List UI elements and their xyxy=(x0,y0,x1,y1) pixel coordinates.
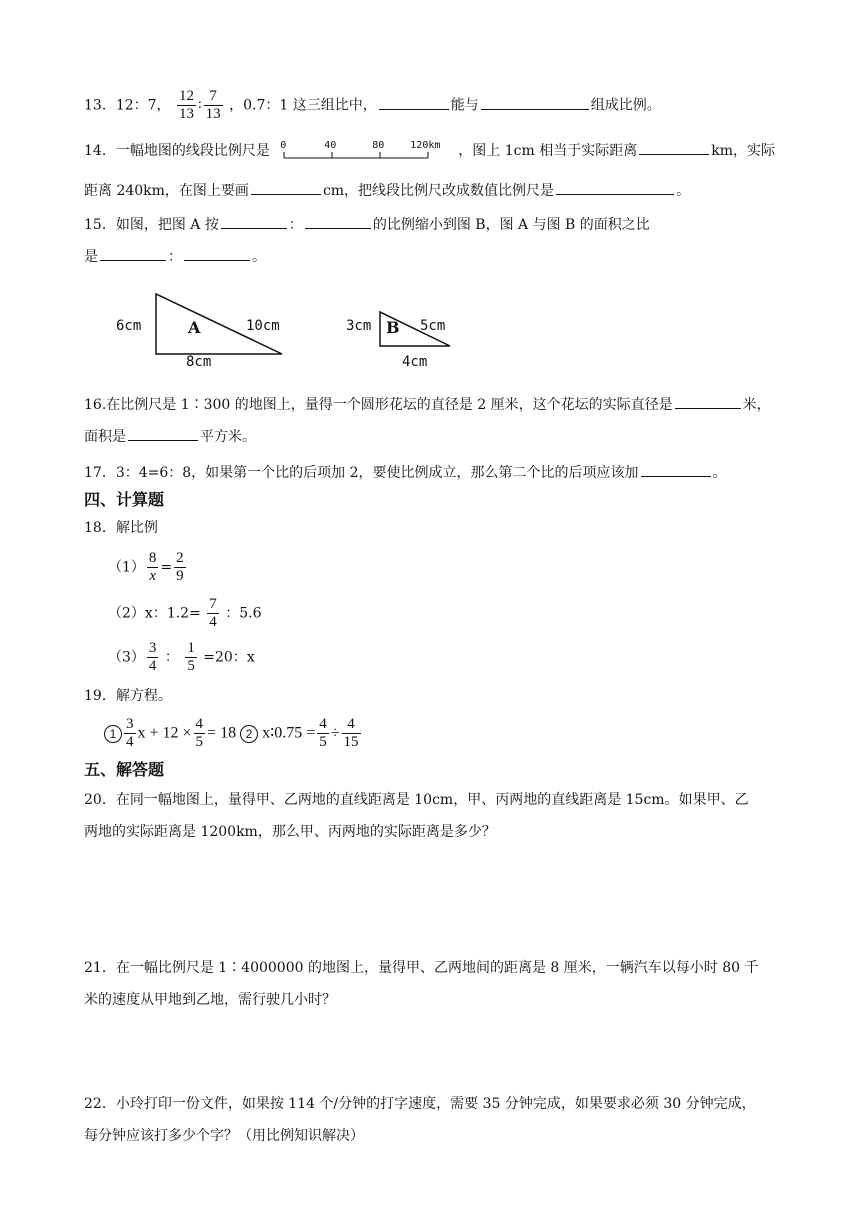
q18-p3-fraction-1-5: $\frac{1}{5}$ xyxy=(187,640,195,674)
q15-line2-b: ： xyxy=(168,249,182,265)
line-scale-bar xyxy=(280,140,452,162)
q15-blank-3[interactable] xyxy=(100,246,166,261)
q16-number: 16. xyxy=(84,397,107,413)
q15-number: 15． xyxy=(84,217,116,233)
triangle-a-label: A xyxy=(188,318,201,337)
question-15-line1 xyxy=(84,214,650,235)
q19-eq1-number: 1 xyxy=(104,725,122,743)
scale-label-80: 80 xyxy=(372,140,385,151)
q18-p1-label: （1） xyxy=(108,559,145,576)
q18-number: 18． xyxy=(84,520,116,536)
q19-eq2-divide: ÷ xyxy=(330,724,340,742)
q15-text-c: 的比例缩小到图 B，图 A 与图 B 的面积之比 xyxy=(372,217,650,233)
triangle-a-hyp: 10cm xyxy=(246,318,280,334)
q18-part-3 xyxy=(108,640,255,675)
section-5-heading: 五、解答题 xyxy=(84,760,165,779)
q14-text-a: 一幅地图的线段比例尺是 xyxy=(115,143,270,159)
question-17 xyxy=(84,462,727,483)
q19-eq2-fraction-4-15: $\frac{4}{15}$ xyxy=(343,716,359,750)
question-16-line2 xyxy=(84,426,256,447)
triangle-a-bottom: 8cm xyxy=(186,354,212,370)
q19-eq2-text-a: x∶0.75 = xyxy=(262,724,316,742)
scale-label-120km: 120km xyxy=(410,140,441,151)
question-14-line2 xyxy=(84,180,690,201)
q15-blank-1[interactable] xyxy=(221,214,287,229)
q15-text-b: ： xyxy=(288,217,303,233)
question-13 xyxy=(84,88,661,123)
q18-p3-colon: ： xyxy=(164,649,179,666)
q13-text-a: 12：7， xyxy=(115,97,171,114)
q19-number: 19． xyxy=(84,688,116,704)
q18-part-1 xyxy=(108,550,188,585)
q18-p2-label: （2） xyxy=(108,605,145,622)
q16-blank-2[interactable] xyxy=(128,426,198,441)
q18-p2-fraction-7-4: $\frac{7}{4}$ xyxy=(209,596,217,630)
q17-text-b: 。 xyxy=(712,465,727,481)
triangle-b-bottom: 4cm xyxy=(402,354,428,370)
q14-blank-2[interactable] xyxy=(251,180,321,195)
q14-number: 14． xyxy=(84,143,116,159)
q18-part-2 xyxy=(108,596,261,631)
q18-title: 解比例 xyxy=(115,520,158,536)
q16-text-b: 米， xyxy=(742,397,771,413)
q19-eq1-fraction-4-5: $\frac{4}{5}$ xyxy=(195,716,204,750)
q13-fraction-12-13: $\frac{12}{13}$ xyxy=(179,88,195,122)
question-19-title xyxy=(84,686,172,706)
q18-p2-text-b: ：5.6 xyxy=(225,605,262,622)
q13-blank-1[interactable] xyxy=(379,95,449,110)
q18-p3-fraction-3-4: $\frac{3}{4}$ xyxy=(148,640,157,674)
question-22-line2: 每分钟应该打多少个字？（用比例知识解决） xyxy=(84,1128,364,1144)
q16-text-a: 在比例尺是 1∶300 的地图上，量得一个圆形花坛的直径是 2 厘米，这个花坛的实际直径是 xyxy=(106,397,673,413)
triangle-b-hyp: 5cm xyxy=(420,318,446,334)
question-16-line1 xyxy=(84,394,771,415)
q18-p1-fraction-2-9: $\frac{2}{9}$ xyxy=(176,550,184,584)
section-4-heading: 四、计算题 xyxy=(84,490,165,509)
q15-line2-a: 是 xyxy=(84,249,98,265)
question-21-line1: 21．在一幅比例尺是 1∶4000000 的地图上，量得甲、乙两地间的距离是 8 厘米，一辆汽车以每小时 80 千 xyxy=(84,960,759,976)
q14-line2-b: cm，把线段比例尺改成数值比例尺是 xyxy=(322,183,555,199)
q19-equations xyxy=(104,716,363,751)
q15-blank-4[interactable] xyxy=(184,246,250,261)
triangle-figures xyxy=(110,288,490,374)
triangle-b-label: B xyxy=(386,318,400,337)
question-15-line2 xyxy=(84,246,266,267)
question-20-line2: 两地的实际距离是 1200km，那么甲、丙两地的实际距离是多少？ xyxy=(84,824,496,840)
question-21-line2: 米的速度从甲地到乙地，需行驶几小时？ xyxy=(84,992,336,1008)
q18-p1-equals: = xyxy=(160,559,173,576)
q13-text-d: 组成比例。 xyxy=(590,97,661,114)
q14-text-c: km，实际 xyxy=(711,143,775,159)
q13-blank-2[interactable] xyxy=(481,95,589,110)
scale-label-0: 0 xyxy=(280,140,287,151)
q13-text-b: ，0.7：1 这三组比中， xyxy=(229,97,377,114)
q14-line2-c: 。 xyxy=(676,183,691,199)
q17-number: 17． xyxy=(84,465,116,481)
q16-line2-a: 面积是 xyxy=(84,429,126,445)
question-18-title xyxy=(84,518,158,538)
q18-p2-text-a: x：1.2= xyxy=(144,605,201,622)
q19-eq1-fraction-3-4: $\frac{3}{4}$ xyxy=(126,716,134,750)
q17-blank[interactable] xyxy=(641,462,711,477)
q16-blank-1[interactable] xyxy=(675,394,741,409)
q14-line2-a: 距离 240km，在图上要画 xyxy=(84,183,249,199)
q15-text-a: 如图，把图 A 按 xyxy=(115,217,219,233)
q18-p3-text-b: =20：x xyxy=(203,649,255,666)
question-22-line1: 22．小玲打印一份文件，如果按 114 个/分钟的打字速度，需要 35 分钟完成，如果要求必须 30 分钟完成， xyxy=(84,1096,756,1112)
q16-line2-b: 平方米。 xyxy=(200,429,256,445)
q19-eq1-text-a: x + 12 × xyxy=(137,724,192,742)
q18-p3-label: （3） xyxy=(108,649,145,666)
q15-line2-c: 。 xyxy=(252,249,266,265)
q19-eq2-number: 2 xyxy=(240,725,258,743)
q13-fraction-7-13: $\frac{7}{13}$ xyxy=(205,88,221,122)
question-20-line1: 20．在同一幅地图上，量得甲、乙两地的直线距离是 10cm，甲、丙两地的直线距离是 15cm。如果甲、乙 xyxy=(84,792,749,808)
q14-text-b: ，图上 1cm 相当于实际距离 xyxy=(458,143,638,159)
q15-blank-2[interactable] xyxy=(305,214,371,229)
question-14-line1 xyxy=(84,140,775,162)
scale-label-40: 40 xyxy=(324,140,337,151)
q19-title: 解方程。 xyxy=(115,688,172,704)
triangle-b-left: 3cm xyxy=(346,318,372,334)
q13-text-c: 能与 xyxy=(450,97,479,114)
q14-blank-1[interactable] xyxy=(639,140,709,155)
q14-blank-3[interactable] xyxy=(556,180,674,195)
q17-text-a: 3：4=6：8，如果第一个比的后项加 2，要使比例成立，那么第二个比的后项应该加 xyxy=(115,465,639,481)
q19-eq2-fraction-4-5: $\frac{4}{5}$ xyxy=(319,716,327,750)
q18-p1-fraction-8-x: $\frac{8}{x}$ xyxy=(148,550,157,584)
triangle-a-left: 6cm xyxy=(116,318,142,334)
q19-eq1-text-b: = 18 xyxy=(207,724,237,742)
q13-colon: ∶ xyxy=(198,97,202,114)
q13-number: 13． xyxy=(84,97,116,114)
